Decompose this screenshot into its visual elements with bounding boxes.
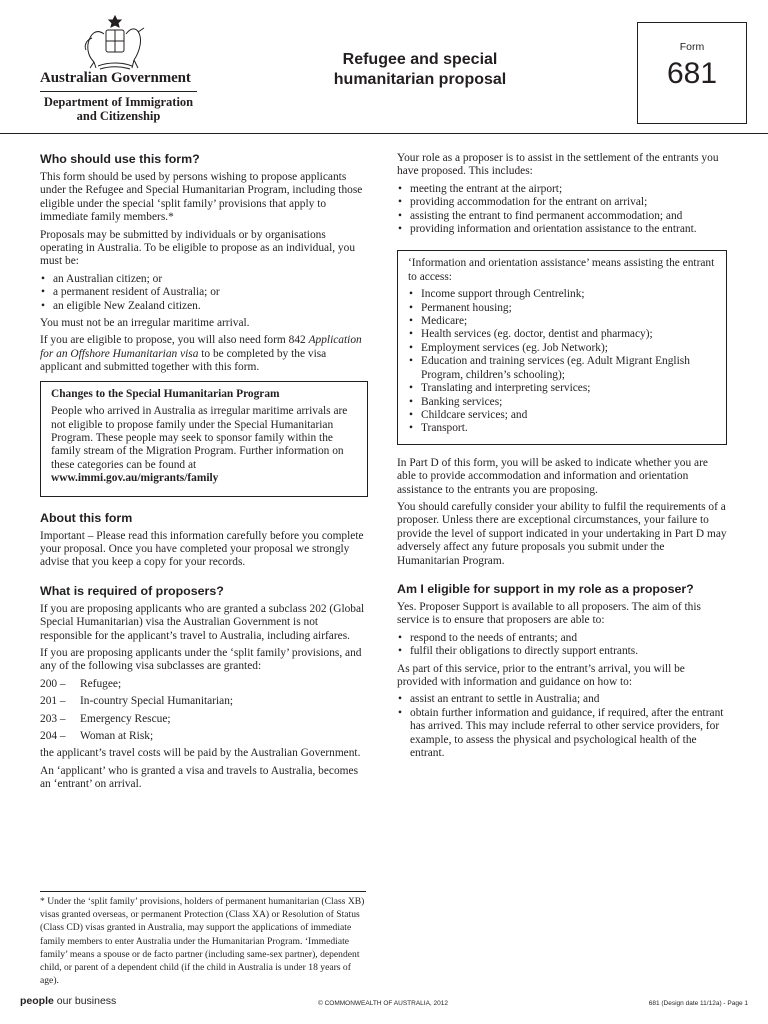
list-item: • assisting the entrant to find permanent accommodation; and [397,210,727,223]
part-d-paragraph-2: You should carefully consider your ability to fulfil the requirements of a proposer. Unless there are exceptional circumstances, your failure to provide the level of support indicated in your undertaking in Part D may adversely affect any future proposals you submit under the Humanitarian Program. [397,500,727,567]
coat-of-arms-icon [78,14,152,72]
header-divider [0,133,768,134]
footnote-divider [40,891,366,892]
tagline-bold: people [20,995,54,1007]
who-eligibility-list [40,273,368,313]
eligible-list-1 [397,632,727,659]
who-paragraph-3: You must not be an irregular maritime arrival. [40,317,250,330]
left-column [40,152,368,796]
department-name [40,95,197,123]
list-item: • obtain further information and guidance, if required, after the entrant has arrived. This may include referral to other service providers, for example, to assess the physical and psychological health of the entrant. [397,707,727,761]
department-line-2: and Citizenship [76,109,161,123]
list-item: • an Australian citizen; or [40,273,368,286]
changes-notice-heading: Changes to the Special Humanitarian Program [51,387,280,400]
about-paragraph: Important – Please read this information carefully before you complete your proposal. Once you have completed your proposal we strongly advise that you keep a copy for your records. [40,529,364,569]
list-item: • an eligible New Zealand citizen. [40,300,368,313]
required-paragraph-3: the applicant’s travel costs will be paid by the Australian Government. [40,747,361,760]
tagline-rest: our business [53,995,117,1007]
subclass-row [40,730,368,743]
list-item: • Permanent housing; [408,302,716,315]
form-label: Form [679,41,705,53]
subclass-code: 204 – [40,730,66,742]
right-column [397,152,727,764]
required-paragraph-2: If you are proposing applicants under the ‘split family’ provisions, and any of the following visa subclasses are granted: [40,646,362,673]
list-item: • Education and training services (eg. Adult Migrant English Program, children’s schooling); [408,355,716,382]
required-paragraph-4: An ‘applicant’ who is granted a visa and travels to Australia, becomes an ‘entrant’ on arrival. [40,764,358,791]
list-item: • Transport. [408,422,716,435]
form-842-title: Application for an Offshore Humanitarian visa [40,334,362,360]
list-item: • providing information and orientation assistance to the entrant. [397,223,727,236]
orientation-assistance-box [397,250,727,444]
page-header [0,0,768,134]
list-item: • Banking services; [408,396,716,409]
eligible-paragraph-1: Yes. Proposer Support is available to all proposers. The aim of this service is to ensure that proposers are able to: [397,600,701,627]
orientation-assistance-intro: ‘Information and orientation assistance’ means assisting the entrant to access: [408,257,715,283]
role-paragraph: Your role as a proposer is to assist in the settlement of the entrants you have proposed. This includes: [397,152,719,178]
government-rule [40,91,197,92]
subclass-row [40,695,368,708]
government-name: Australian Government [40,70,191,86]
form-number: 681 [666,57,718,90]
subclass-code: 201 – [40,695,66,708]
split-family-footnote: * Under the ‘split family’ provisions, holders of permanent humanitarian (Class XB) visas granted overseas, or permanent Protection (Class XA) or Resolution of Status (Class CD) visas granted in Australia, may support the applications of immediate family members to enter Australia under the Humanitarian Program. ‘Immediate family’ means a spouse or de facto partner (including same-sex partner), dependent child, or parent of a dependent child (if the child in Australia is under 18 years of age). [40,896,365,987]
who-p4-text-a: If you are eligible to propose, you will also need form 842 [40,334,309,347]
required-heading: What is required of proposers? [40,583,224,598]
role-list [397,183,727,237]
changes-notice-text [51,405,357,485]
part-d-paragraph-1: In Part D of this form, you will be asked to indicate whether you are able to provide accommodation and information and orientation assistance to the entrants you are proposing. [397,456,708,496]
list-item: • fulfil their obligations to directly support entrants. [397,645,727,658]
who-p4-text-b: to be completed by the visa applicant and submitted together with this form. [40,347,327,374]
copyright: © COMMONWEALTH OF AUSTRALIA, 2012 [318,1000,448,1007]
form-title-line-2: humanitarian proposal [333,71,507,88]
page-info: 681 (Design date 11/12a) - Page 1 [648,1000,748,1007]
about-heading: About this form [40,510,133,525]
who-paragraph-2: Proposals may be submitted by individuals or by organisations operating in Australia. To be eligible to propose as an individual, you must be: [40,228,356,268]
required-paragraph-1: If you are proposing applicants who are granted a subclass 202 (Global Special Humanitarian) visa the Australian Government is not responsible for the applicant’s travel to Australia, including airfares. [40,602,365,642]
eligible-heading: Am I eligible for support in my role as a proposer? [397,581,694,596]
list-item: • Employment services (eg. Job Network); [408,342,716,355]
form-number-box [637,22,747,124]
list-item: • Health services (eg. doctor, dentist and pharmacy); [408,328,716,341]
who-heading: Who should use this form? [40,152,200,166]
list-item: • Income support through Centrelink; [408,288,716,301]
form-title-line-1: Refugee and special [342,51,498,68]
list-item: • Medicare; [408,315,716,328]
tagline [20,995,116,1008]
page-footer [0,995,768,1009]
subclass-list [40,678,368,744]
subclass-row [40,678,368,691]
eligible-paragraph-2: As part of this service, prior to the entrant’s arrival, you will be provided with information and guidance on how to: [397,662,685,688]
subclass-name: In-country Special Humanitarian; [80,695,234,708]
changes-notice-body: People who arrived in Australia as irregular maritime arrivals are not eligible to propose family under the Special Humanitarian Program. These people may seek to sponsor family within the family stream of the Migration Program. Further information on these categories can be found at [51,405,348,471]
list-item: • respond to the needs of entrants; and [397,632,727,645]
list-item: • assist an entrant to settle in Australia; and [397,693,727,706]
who-paragraph-1: This form should be used by persons wishing to propose applicants under the Refugee and Special Humanitarian Program, including those eligible under the special ‘split family’ provisions that apply to immediate family members.* [40,171,363,224]
orientation-assistance-list [408,288,716,435]
subclass-code: 203 – [40,712,66,725]
subclass-name: Emergency Rescue; [80,712,171,725]
eligible-list-2 [397,693,727,760]
family-info-link[interactable]: www.immi.gov.au/migrants/family [51,472,219,485]
changes-notice-box [40,381,368,497]
subclass-row [40,713,368,726]
department-line-1: Department of Immigration [43,95,194,109]
subclass-name: Woman at Risk; [80,730,154,742]
who-paragraph-4 [40,334,368,374]
list-item: • Childcare services; and [408,409,716,422]
form-title [300,50,540,90]
list-item: • providing accommodation for the entrant on arrival; [397,196,727,209]
subclass-code: 200 – [40,677,66,690]
list-item: • Translating and interpreting services; [408,382,716,395]
subclass-name: Refugee; [80,677,122,690]
list-item: • meeting the entrant at the airport; [397,183,727,196]
list-item: • a permanent resident of Australia; or [40,286,368,299]
